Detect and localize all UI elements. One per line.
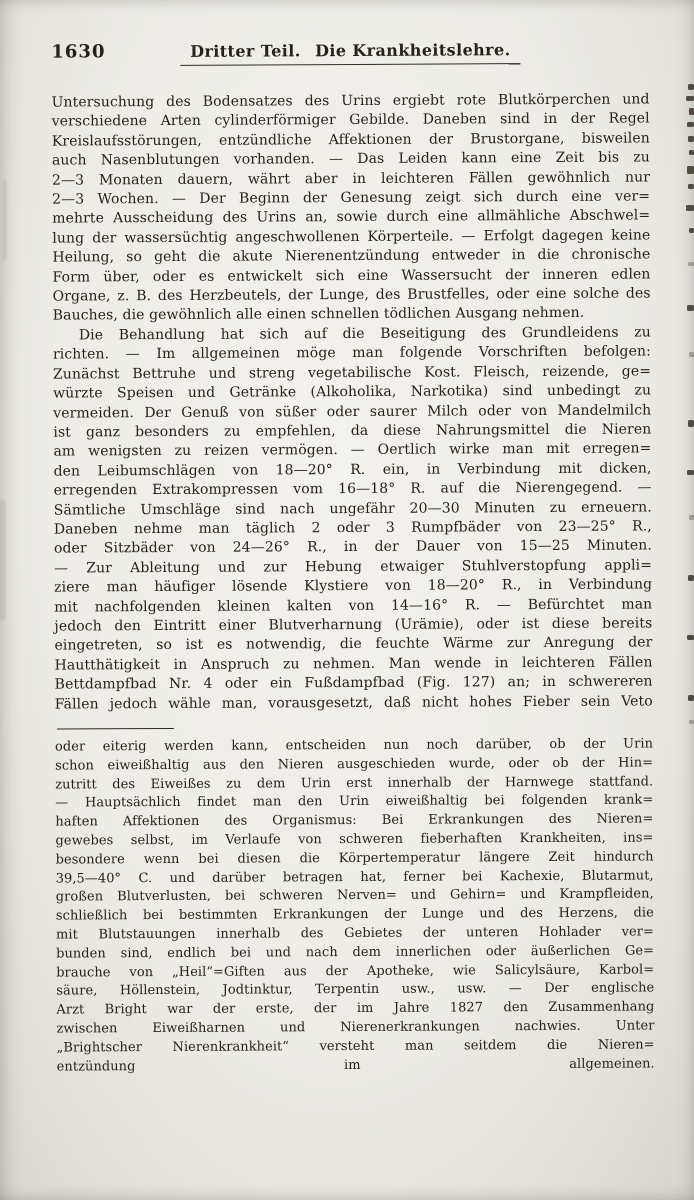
scan-artifact [686, 205, 694, 211]
text-line: Untersuchung des Bodensatzes des Urins ergiebt rote Blutkörperchen und [51, 91, 650, 111]
text-line: mit Blutstauungen innerhalb des Gebietes der unteren Hohlader ver= [55, 924, 655, 943]
scan-artifact [687, 166, 694, 174]
scan-artifact [688, 184, 694, 189]
text-line: auch Nasenblutungen vorhanden. — Das Leiden kann eine Zeit bis zu [51, 149, 650, 169]
text-line: lung der wassersüchtig angeschwollenen Körperteile. — Erfolgt dagegen keine [52, 227, 651, 247]
text-line: den Leibumschlägen von 18—20° R. ein, in Verbindung mit dicken, [53, 460, 652, 480]
paragraph-continuation [52, 90, 651, 326]
text-line: Sämtliche Umschläge sind nach ungefähr 20—30 Minuten zu erneuern. [53, 498, 652, 519]
scan-artifact [687, 635, 694, 640]
text-line: besondere wenn bei diesen die Körpertemperatur längere Zeit hindurch [55, 849, 654, 868]
scan-artifact [688, 262, 694, 266]
text-line: mit nachfolgenden kleinen kalten von 14—16° R. — Befürchtet man [54, 595, 653, 616]
text-line: jedoch den Eintritt einer Blutverharnung (Urämie), oder ist diese bereits [54, 615, 653, 635]
text-line: ist ganz besonders zu empfehlen, da diese Nahrungsmittel die Nieren [53, 421, 652, 441]
footnote-text [55, 735, 655, 1076]
scan-artifact [688, 84, 694, 90]
text-line: erregenden Extrakompressen vom 16—18° R. auf die Nierengegend. — [53, 479, 652, 499]
text-line: Form über, oder es entwickelt sich eine Wassersucht der inneren edlen [52, 266, 651, 286]
text-line: Bettdampfbad Nr. 4 oder ein Fußdampfbad (Fig. 127) an; in schwereren [54, 673, 653, 693]
scan-artifact [689, 108, 694, 115]
text-line: Daneben nehme man täglich 2 oder 3 Rumpfbäder von 23—25° R., [53, 518, 652, 538]
text-line: Hautthätigkeit in Anspruch zu nehmen. Man wende in leichteren Fällen [54, 654, 653, 674]
text-line: eingetreten, so ist es notwendig, die feuchte Wärme zur Anregung der [54, 634, 653, 654]
text-line: Arzt Bright war der erste, der im Jahre 1827 den Zusammenhang [56, 999, 655, 1018]
scan-artifact [689, 228, 694, 233]
text-line: verschiedene Arten cylinderförmiger Gebilde. Daneben sind in der Regel [51, 110, 650, 130]
text-line: 2—3 Monaten dauern, währt aber in leichteren Fällen gewöhnlich nur [51, 169, 651, 189]
scan-artifact [686, 96, 694, 101]
text-line: richten. — Im allgemeinen möge man folgende Vorschriften befolgen: [52, 343, 651, 363]
scan-artifact [687, 305, 694, 311]
text-line: bunden sind, endlich bei und nach dem innerlichen oder äußerlichen Ge= [56, 943, 655, 962]
text-line: — Zur Ableitung und zur Hebung etwaiger Stuhlverstopfung appli= [54, 557, 653, 577]
scan-artifact [688, 575, 694, 581]
text-line: entzündung im allgemeinen. [56, 1055, 655, 1075]
text-line: am wenigsten zu reizen vermögen. — Oertlich wirke man mit erregen= [53, 440, 652, 460]
text-line: ziere man häufiger lösende Klystiere von 18—20° R., in Verbindung [54, 576, 653, 596]
running-title-wrap [143, 40, 557, 66]
scan-artifact [687, 122, 694, 127]
scan-artifact [689, 515, 694, 520]
scan-artifact [688, 420, 694, 427]
text-line: haften Affektionen des Organismus: Bei Erkrankungen des Nieren= [55, 811, 654, 830]
page-content [51, 38, 654, 1076]
paragraph-treatment [53, 323, 653, 714]
text-line: Bauches, die gewöhnlich alle einen schnellen tödlichen Ausgang nehmen. [52, 305, 585, 325]
text-line: großen Blutverlusten, bei schweren Nerven= und Gehirn= und Krampfleiden, [55, 886, 654, 905]
scan-smudge [0, 500, 6, 620]
text-line: zutritt des Eiweißes zu dem Urin erst innerhalb der Harnwege stattfand. [55, 774, 654, 793]
text-line: Organe, z. B. des Herzbeutels, der Lunge, des Brustfelles, oder eine solche des [52, 285, 651, 305]
text-line: brauche von „Heil“=Giften aus der Apotheke, wie Salicylsäure, Karbol= [56, 961, 655, 981]
text-line: Zunächst Bettruhe und streng vegetabilische Kost. Fleisch, reizende, ge= [52, 363, 652, 383]
text-line: säure, Höllenstein, Jodtinktur, Terpentin usw., usw. — Der englische [56, 980, 655, 999]
page-header [51, 38, 649, 66]
text-line: oder eiterig werden kann, entscheiden nun noch darüber, ob der Urin [54, 736, 654, 755]
text-line: schließlich bei bestimmten Erkrankungen der Lunge und des Herzens, die [55, 905, 654, 924]
text-line: — Hauptsächlich findet man den Urin eiweißhaltig bei folgenden krank= [55, 792, 654, 811]
scan-artifact [687, 470, 694, 475]
main-text [52, 90, 653, 714]
scan-artifact [689, 352, 694, 357]
scan-artifact [689, 720, 694, 724]
text-line: würzte Speisen und Getränke (Alkoholika, Narkotika) sind unbedingt zu [53, 382, 652, 402]
text-line: oder Sitzbäder von 24—26° R., in der Dauer von 15—25 Minuten. [53, 537, 652, 557]
footnote-separator [57, 728, 174, 730]
scan-artifact [688, 136, 694, 142]
scan-artifact [688, 695, 694, 701]
text-line: zwischen Eiweißharnen und Nierenerkrankungen nachwies. Unter [56, 1018, 655, 1037]
text-line: mehrte Ausscheidung des Urins an, sowie durch eine allmähliche Abschwel= [52, 207, 651, 228]
text-line: schon eiweißhaltig aus den Nieren ausgeschieden wurde, oder ob der Hin= [55, 755, 654, 774]
text-line: Kreislaufsstörungen, entzündliche Affektionen der Brustorgane, bisweilen [51, 130, 650, 150]
text-line: gewebes selbst, im Verlaufe von schweren fieberhaften Krankheiten, ins= [55, 830, 654, 849]
running-title: Dritter Teil. Die Krankheitslehre. [180, 40, 520, 66]
text-line: „Brightscher Nierenkrankheit“ versteht man seitdem die Nieren= [56, 1037, 655, 1056]
scan-smudge [2, 180, 7, 260]
text-line: Die Behandlung hat sich auf die Beseitigung des Grundleidens zu [78, 324, 651, 344]
text-line: vermeiden. Der Genuß von süßer oder saurer Milch oder von Mandelmilch [53, 401, 652, 422]
text-line: 39,5—40° C. und darüber betragen hat, ferner bei Kachexie, Blutarmut, [55, 868, 654, 887]
page-number: 1630 [51, 41, 106, 63]
text-line: Heilung, so geht die akute Nierenentzündung entweder in die chronische [52, 246, 651, 266]
text-line: Fällen jedoch wähle man, vorausgesetzt, daß nicht hohes Fieber sein Veto [54, 693, 653, 713]
text-line: 2—3 Wochen. — Der Beginn der Genesung zeigt sich durch eine ver= [52, 188, 651, 208]
scan-artifact [689, 150, 694, 155]
